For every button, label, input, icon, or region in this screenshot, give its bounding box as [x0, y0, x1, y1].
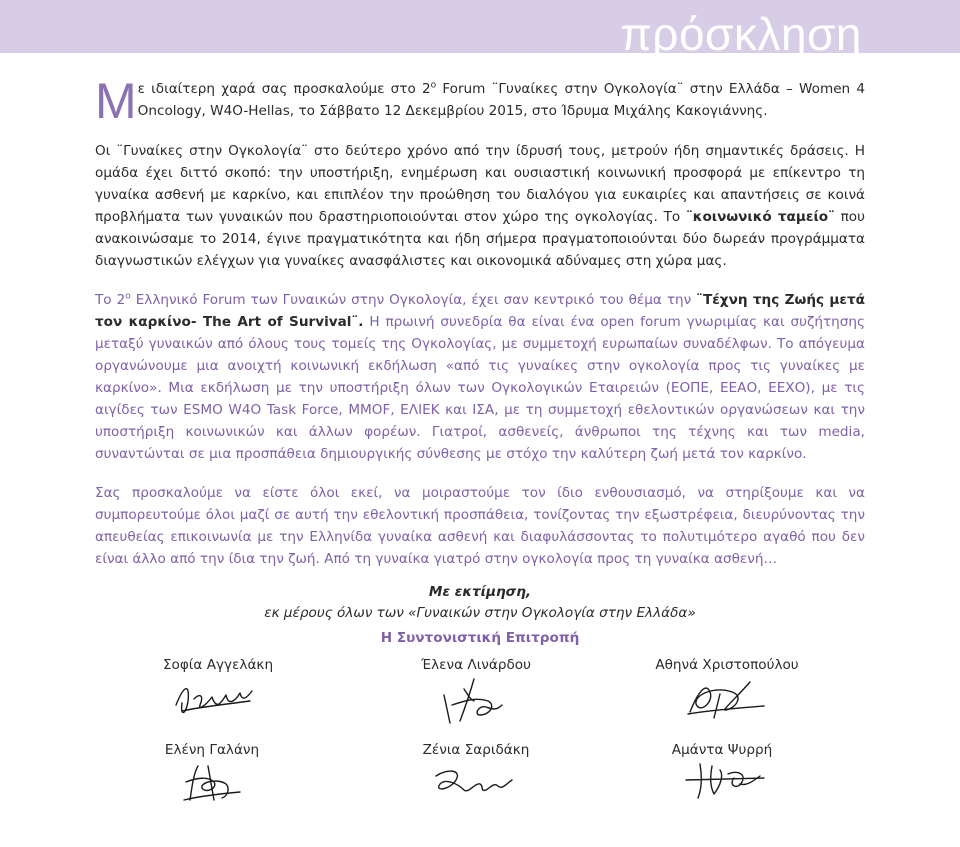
signatory-name: Αμάντα Ψυρρή	[671, 742, 773, 758]
paragraph-invitation: Σας προσκαλούμε να είστε όλοι εκεί, να μοιραστούμε τον ίδιο ενθουσιασμό, να στηρίξουμε και να συμπορευτούμε όλοι μαζί σε αυτή την εθελοντική προσπάθεια, τονίζοντας την εξωστρέφεια, διευρύνοντας την απευθείας επικοινωνία με την Ελληνίδα γυναίκα ασθενή και διαφυλάσσοντας το πολυτιμότερο αγαθό που δεν είναι άλλο από την ίδια την ζωή. Από τη γυναίκα γιατρό στην ογκολογία προς τη γυναίκα ασθενή…	[95, 485, 865, 567]
committee-title: Η Συντονιστική Επιτροπή	[380, 630, 580, 646]
drop-cap: M	[95, 73, 137, 129]
closing-block	[0, 582, 960, 624]
paragraph2-text-c: Η πρωινή συνεδρία θα είναι ένα open forum γνωριμίας και συζήτησης μεταξύ γυναικών από όλους τους τομείς της Ογκολογίας, με συμμετοχή ευρωπαίων συναδέλφων. Το απόγευμα οργανώνουμε μια ανοιχτή κοινωνική εκδήλωση «από τις γυναίκες στην ογκολογία προς τις γυναίκες με καρκίνο». Μια εκδήλωση με την υποστήριξη όλων των Ογκολογικών Εταιρειών (ΕΟΠΕ, ΕΕΑΟ, ΕΕΧΟ), με τις αιγίδες των ESMO W4O Task Force, ΜΜΟF, ΕΛΙΕΚ και ΙΣΑ, με τη συμμετοχή εθελοντικών οργανώσεων και την υποστήριξη κοινωνικών και άλλων φορέων. Γιατροί, ασθενείς, άνθρωποι της τέχνης και των media, συναντώνται σε μια προσπάθεια δημιουργικής σύνθεσης με στόχο την καλύτερη ζωή μετά τον καρκίνο.	[95, 314, 866, 462]
paragraph2-text-b: Ελληνικό Forum των Γυναικών στην Ογκολογία, έχει σαν κεντρικό του θέμα την	[130, 292, 697, 308]
paragraph-forum	[95, 289, 865, 465]
header-band	[0, 0, 960, 60]
signatory-name: Σοφία Αγγελάκη	[162, 657, 274, 673]
signature-image	[430, 675, 520, 733]
intro-text-b: Forum ¨Γυναίκες στην Ογκολογία¨ στην Ελλάδα – Women 4 Oncology, W4O-Hellas, το Σάββατο 12 Δεκεμβρίου 2015, στο Ίδρυμα Μιχάλης Κακογιάννης.	[137, 81, 865, 119]
signature-image	[680, 756, 770, 802]
social-fund-highlight: ¨κοινωνικό ταμείο¨	[685, 209, 835, 225]
signatory-name: Ελένη Γαλάνη	[164, 742, 260, 758]
paragraph2-text-a: Το 2	[95, 292, 126, 308]
signature-image	[178, 760, 248, 806]
theme-highlight: ¨Τέχνη της Ζωής μετά τον καρκίνο- The Art of Survival¨.	[95, 292, 865, 330]
signature-image	[170, 675, 260, 723]
paragraph1-text-a: Οι ¨Γυναίκες στην Ογκολογία¨ στο δεύτερο χρόνο από την ίδρυσή τους, μετρούν ήδη σημαντικές δράσεις. Η ομάδα έχει διττό σκοπό: την υποστήριξη, ενημέρωση και ουσιαστική κοινωνική προσφορά με επίκεντρο τη γυναίκα ασθενή με καρκίνο, και επιπλέον την προώθηση του διαλόγου για ευκαιρίες και απαντήσεις σε κοινά προβλήματα των γυναικών που δραστηριοποιούνται στον χώρο της ογκολογίας. Το	[95, 143, 865, 225]
intro-paragraph	[95, 73, 865, 129]
intro-superscript: ο	[430, 80, 437, 91]
signature-image	[428, 762, 518, 802]
signatory-name: Αθηνά Χριστοπούλου	[655, 657, 799, 673]
closing-behalf: εκ μέρους όλων των «Γυναικών στην Ογκολογία στην Ελλάδα»	[264, 605, 696, 621]
letter-body	[95, 73, 866, 570]
closing-greeting: Με εκτίμηση,	[428, 584, 532, 600]
paragraph1-text-b: που ανακοινώσαμε το 2014, έγινε πραγματικότητα και ήδη σήμερα πραγματοποιούνται δύο δωρεάν προγράμματα διαγνωστικών ελέγχων για γυναίκες ανασφάλιστες και οικονομικά αδύναμες στη χώρα μας.	[95, 209, 865, 269]
page-title: πρόσκληση	[620, 8, 862, 60]
signatory-name: Ζένια Σαριδάκη	[422, 742, 530, 758]
signature-image	[680, 672, 770, 722]
intro-text-a: ε ιδιαίτερη χαρά σας προσκαλούμε στο 2	[137, 81, 431, 97]
paragraph2-superscript: ο	[125, 291, 131, 302]
signatory-name: Έλενα Λινάρδου	[421, 657, 531, 673]
paragraph-activities	[95, 140, 865, 272]
